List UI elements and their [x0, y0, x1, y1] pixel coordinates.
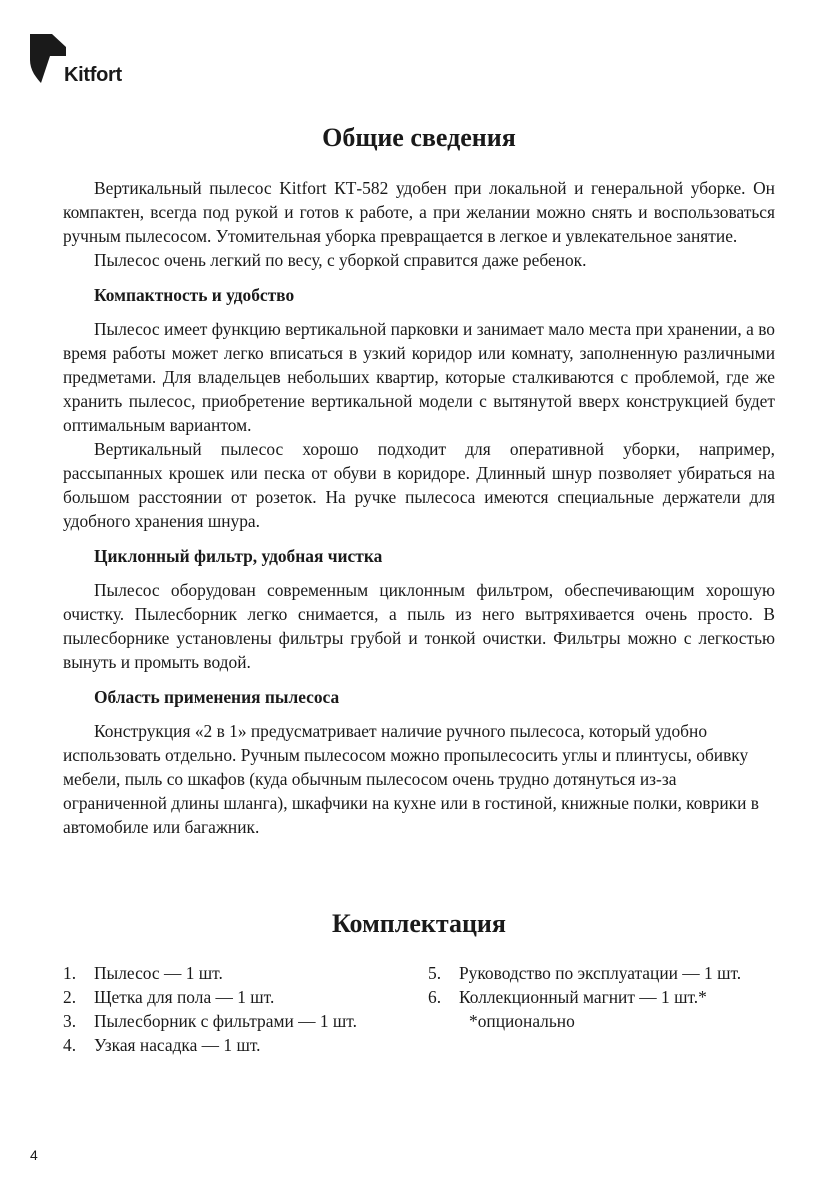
list-item-number: 1.	[63, 963, 77, 983]
brand-name: Kitfort	[64, 64, 122, 86]
section-paragraph: Пылесос оборудован современным циклонным фильтром, обеспечивающим хорошую очистку. Пылесборник легко снимается, а пыль из него вытряхивается очень просто. В пылесборнике установлены фильтры грубой и тонкой очистки. Фильтры можно с легкостью вынуть и промыть водой.	[63, 580, 775, 672]
section-paragraph: Вертикальный пылесос хорошо подходит для оперативной уборки, например, рассыпанных крошек или песка от обуви в коридоре. Длинный шнур позволяет убираться на большом расстоянии от розеток. На ручке пылесоса имеются специальные держатели для удобного хранения шнура.	[63, 439, 775, 531]
list-item	[63, 1009, 428, 1033]
page-content	[63, 122, 775, 1057]
kit-footnote: *опционально	[469, 1011, 575, 1031]
list-item-text: Коллекционный магнит — 1 шт.*	[459, 987, 707, 1007]
general-paragraph: Пылесос очень легкий по весу, с уборкой справится даже ребенок.	[94, 250, 587, 270]
list-item	[63, 961, 428, 985]
section-heading-cyclone-filter: Циклонный фильтр, удобная чистка	[94, 546, 383, 566]
list-item-number: 6.	[428, 987, 442, 1007]
section-paragraph: Конструкция «2 в 1» предусматривает наличие ручного пылесоса, который удобно использовать отдельно. Ручным пылесосом можно пропылесосить углы и плинтусы, обивку мебели, пыль со шкафов (куда обычным пылесосом очень трудно дотянуться из-за ограниченной длины шланга), шкафчики на кухне или в гостиной, книжные полки, коврики в автомобиле или багажник.	[63, 721, 759, 837]
section-heading-compactness: Компактность и удобство	[94, 285, 295, 305]
list-item	[428, 961, 741, 985]
general-title: Общие сведения	[322, 123, 516, 152]
list-item-text: Щетка для пола — 1 шт.	[94, 987, 275, 1007]
list-item-number: 4.	[63, 1035, 77, 1055]
list-item-text: Пылесос — 1 шт.	[94, 963, 223, 983]
page-number: 4	[30, 1147, 38, 1163]
list-item-text: Пылесборник с фильтрами — 1 шт.	[94, 1011, 357, 1031]
list-item-number: 2.	[63, 987, 77, 1007]
list-item	[63, 985, 428, 1009]
list-item	[428, 985, 741, 1009]
list-item-text: Руководство по эксплуатации — 1 шт.	[459, 963, 742, 983]
kit-list-right-column	[428, 961, 741, 1057]
section-paragraph: Пылесос имеет функцию вертикальной парковки и занимает мало места при хранении, а во время работы может легко вписаться в узкий коридор или комнату, заполненную различными предметами. Для владельцев небольших квартир, которые сталкиваются с проблемой, где же хранить пылесос, приобретение вертикальной модели с вытянутой вверх конструкцией будет оптимальным вариантом.	[63, 319, 775, 435]
kitfort-logo-icon	[30, 34, 66, 84]
kit-title: Комплектация	[332, 909, 506, 938]
list-item-number: 3.	[63, 1011, 77, 1031]
list-item	[63, 1033, 428, 1057]
list-item-number: 5.	[428, 963, 442, 983]
list-item-text: Узкая насадка — 1 шт.	[94, 1035, 261, 1055]
general-paragraph: Вертикальный пылесос Kitfort КТ-582 удобен при локальной и генеральной уборке. Он компактен, всегда под рукой и готов к работе, а при желании можно снять и воспользоваться ручным пылесосом. Утомительная уборка превращается в легкое и увлекательное занятие.	[63, 178, 775, 246]
kit-list	[63, 961, 775, 1057]
kit-list-left-column	[63, 961, 428, 1057]
section-heading-usage: Область применения пылесоса	[94, 687, 340, 707]
